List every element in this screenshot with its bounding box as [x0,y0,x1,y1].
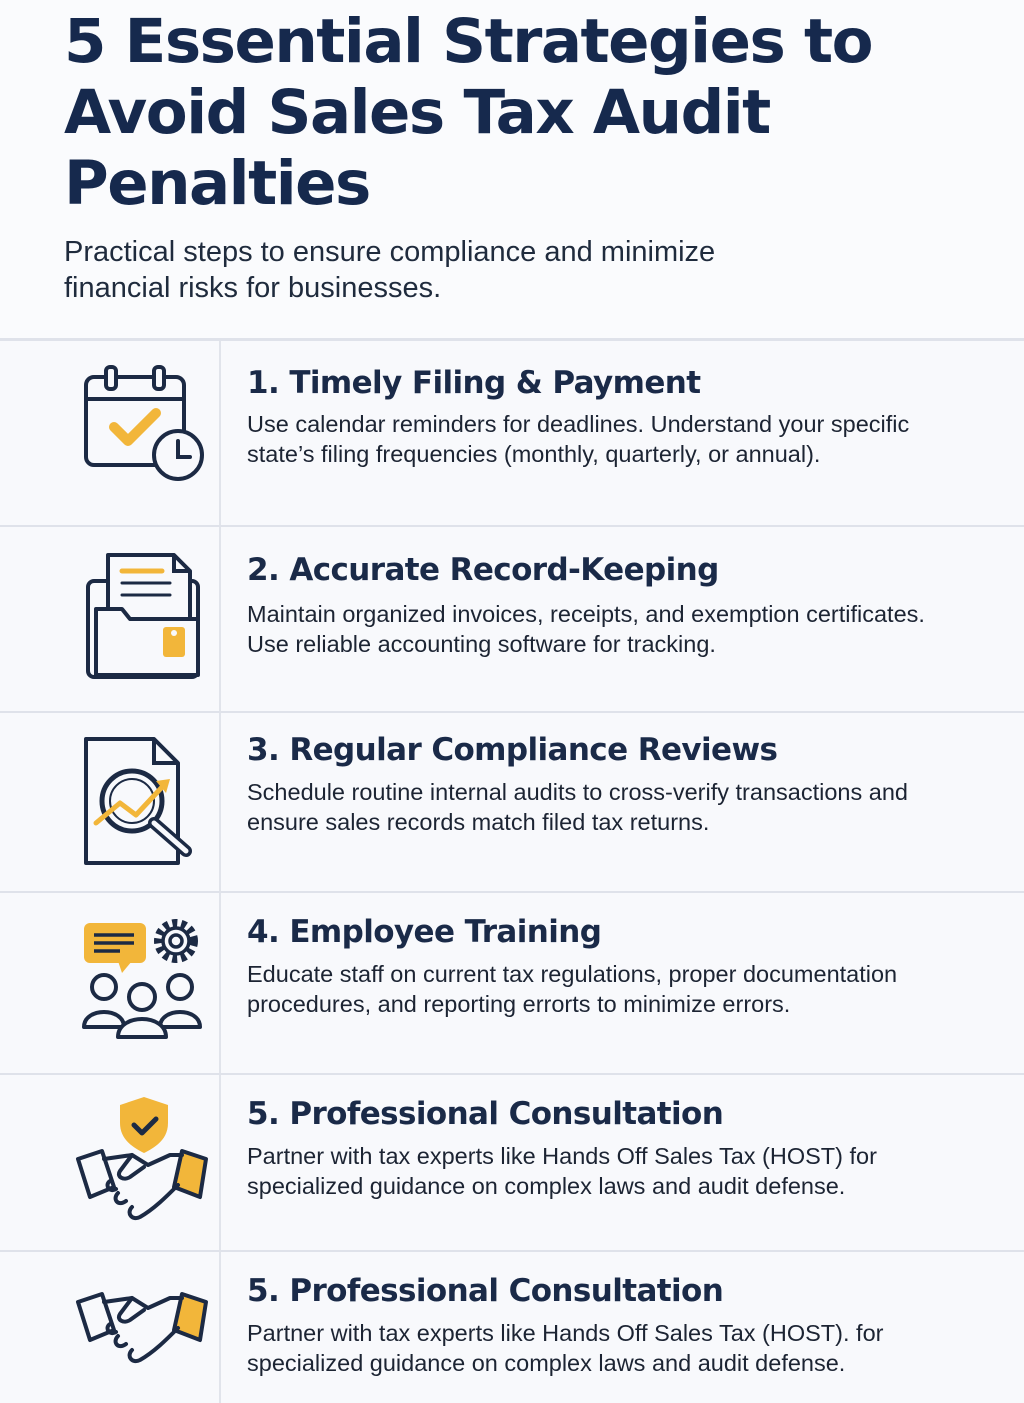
page-title: 5 Essential Strategies to Avoid Sales Tax Audit Penalties [64,6,873,219]
strategy-description: Use calendar reminders for deadlines. Understand your specific state’s filing frequencies (monthly, quarterly, or annual). [247,411,910,467]
strategy-row-3 [0,713,1024,893]
column-divider [219,1075,221,1250]
strategy-description: Partner with tax experts like Hands Off Sales Tax (HOST). for specialized guidance on complex laws and audit defense. [247,1320,884,1376]
column-divider [219,1252,221,1403]
document-folder-icon [74,551,214,681]
column-divider [219,893,221,1073]
handshake-icon [74,1268,214,1398]
strategy-row-2 [0,527,1024,713]
strategy-row-5 [0,1075,1024,1252]
calendar-clock-icon [74,363,214,493]
document-magnifier-icon [74,735,214,865]
strategy-description: Educate staff on current tax regulations, proper documentation procedures, and reporting errorts to minimize errors. [247,961,898,1017]
strategy-title: 3. Regular Compliance Reviews [247,732,778,768]
strategy-row-1 [0,341,1024,527]
column-divider [219,341,221,525]
strategy-description: Maintain organized invoices, receipts, and exemption certificates. Use reliable accounting software for tracking. [247,601,925,657]
strategy-row-6 [0,1252,1024,1403]
column-divider [219,527,221,711]
shield-handshake-icon [74,1093,214,1223]
strategy-title: 5. Professional Consultation [247,1273,724,1309]
page-subtitle: Practical steps to ensure compliance and minimize financial risks for businesses. [64,236,716,304]
strategy-title: 1. Timely Filing & Payment [247,365,701,401]
header [0,0,1024,338]
strategy-description: Schedule routine internal audits to cross-verify transactions and ensure sales records match filed tax returns. [247,779,908,835]
team-training-icon [74,915,214,1045]
strategy-row-4 [0,893,1024,1075]
strategy-title: 5. Professional Consultation [247,1096,724,1132]
strategy-title: 2. Accurate Record-Keeping [247,552,719,588]
column-divider [219,713,221,891]
strategy-title: 4. Employee Training [247,914,602,950]
strategy-description: Partner with tax experts like Hands Off Sales Tax (HOST) for specialized guidance on complex laws and audit defense. [247,1143,877,1199]
